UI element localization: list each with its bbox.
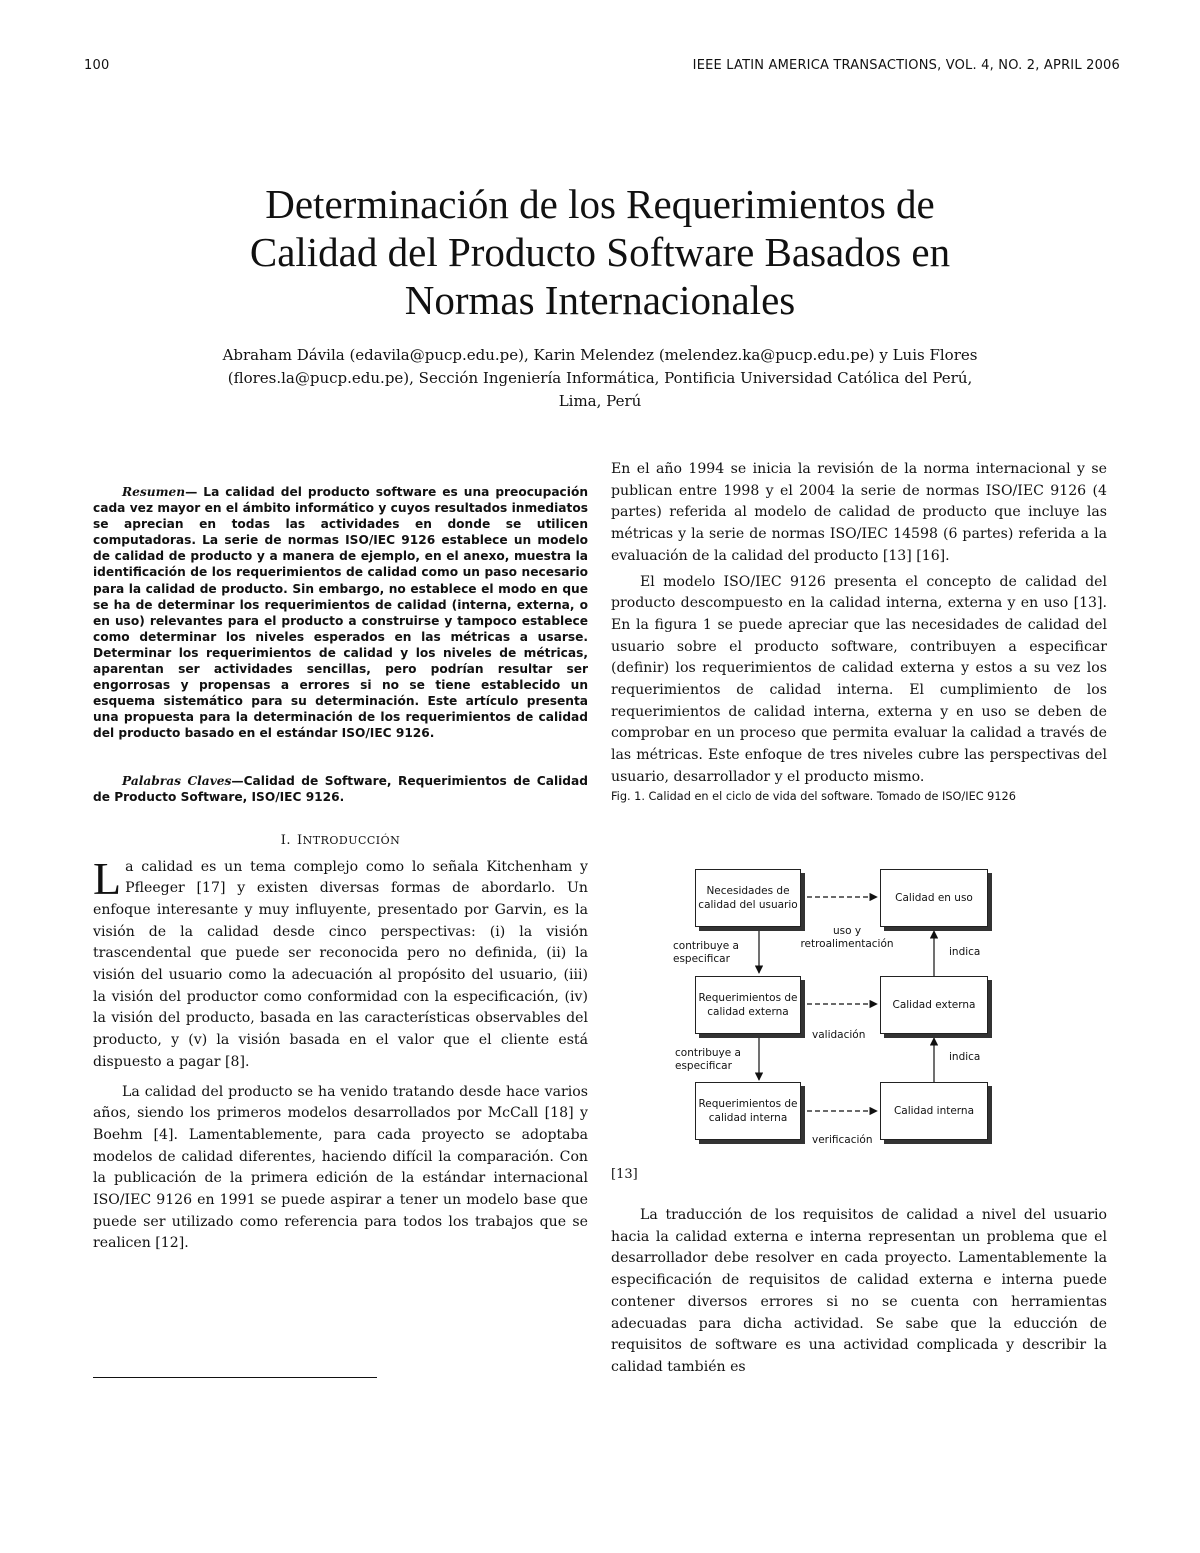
- quality-lifecycle-diagram: [669, 866, 1009, 1156]
- box-calidad-externa: Calidad externa: [880, 976, 988, 1034]
- left-column: [93, 484, 588, 1255]
- title-line: Determinación de los Requerimientos de: [265, 181, 935, 227]
- label-indica-1: indica: [949, 946, 981, 958]
- footnote-rule: [93, 1377, 377, 1378]
- figure-caption: Fig. 1. Calidad en el ciclo de vida del software. Tomado de ISO/IEC 9126: [611, 789, 1016, 803]
- author-line: Lima, Perú: [558, 392, 642, 410]
- keywords-label: Palabras Claves: [122, 773, 232, 788]
- keywords-dash: —: [231, 773, 244, 788]
- intro-paragraph-1-text: a calidad es un tema complejo como lo señala Kitchenham y Pfleeger [17] y existen diversas formas de abordarlo. Un enfoque interesante y muy influyente, presentado por Garvin, es la visión de la calidad desde cinco perspectivas: (i) la visión trascendental que puede ser reconocida pero no definida, (ii) la visión del usuario como la adecuación al propósito del usuario, (iii) la visión del productor como conformidad con la especificación, (iv) la visión del producto, basada en las características observables del producto, y (v) la visión basada en el valor que el cliente está dispuesto a pagar [8].: [93, 858, 588, 1070]
- box-calidad-en-uso: Calidad en uso: [880, 869, 988, 927]
- abstract-dash: —: [185, 485, 204, 499]
- author-block: [0, 344, 1200, 413]
- abstract-text: La calidad del producto software es una preocupación cada vez mayor en el ámbito informático y cuyos resultados inmediatos se aprecian en todas las actividades en donde se utilicen computadoras. La serie de normas ISO/IEC 9126 establece un modelo de calidad de producto y a manera de ejemplo, en el anexo, muestra la identificación de los requerimientos de calidad como un paso necesario para la calidad de producto. Sin embargo, no establece el modo en que se ha de determinar los requerimientos de calidad (interna, externa, o en uso) relevantes para el producto a construirse y tampoco establece como determinar los niveles esperados en las métricas a usarse. Determinar los requerimientos de calidad y los niveles de métricas, aparentan ser actividades sencillas, pero podrían resultar ser engorrosas y propensas a errores si no se tiene establecido un esquema sistemático para su determinación. Este artículo presenta una propuesta para la determinación de los requerimientos de calidad del producto basado en el estándar ISO/IEC 9126.: [93, 485, 588, 741]
- keywords-text: Calidad de Software, Requerimientos de Calidad de Producto Software, ISO/IEC 9126.: [93, 773, 588, 804]
- page-number: 100: [84, 58, 110, 73]
- label-validacion: validación: [812, 1029, 866, 1041]
- box-requerimientos-calidad-externa: Requerimientos de calidad externa: [695, 976, 801, 1034]
- label-contribuye-especificar-1: contribuye a especificar: [673, 940, 739, 965]
- keywords: [93, 773, 588, 806]
- abstract-label: Resumen: [122, 485, 186, 499]
- drop-cap: L: [93, 852, 122, 904]
- section-number: I.: [280, 832, 291, 848]
- box-requerimientos-calidad-interna: Requerimientos de calidad interna: [695, 1082, 801, 1140]
- section-title-rest: NTRODUCCIÓN: [302, 833, 401, 847]
- right-paragraph-2: El modelo ISO/IEC 9126 presenta el concepto de calidad del producto descompuesto en la calidad interna, externa y en uso [13]. En la figura 1 se puede apreciar que las necesidades de calidad del usuario sobre el producto software, contribuyen a especificar (definir) los requerimientos de calidad externa y estos a su vez los requerimientos de calidad interna. El cumplimiento de los requerimientos de calidad interna, externa y en uso se deben de comprobar en un proceso que permita evaluar la calidad a través de las métricas. Este enfoque de tres niveles cubre las perspectivas del usuario, desarrollador y el producto mismo.: [611, 573, 1107, 785]
- abstract: [93, 484, 588, 742]
- intro-paragraph-2: La calidad del producto se ha venido tratando desde hace varios años, siendo los primeros modelos desarrollados por McCall [18] y Boehm [4]. Lamentablemente, para cada proyecto se adoptaba modelos de calidad diferentes, haciendo difícil la comparación. Con la publicación de la primera edición de la estándar internacional ISO/IEC 9126 en 1991 se puede aspirar a tener un modelo base que puede ser utilizado como referencia para todos los trabajos que se realicen [12].: [93, 1083, 588, 1252]
- running-header: IEEE LATIN AMERICA TRANSACTIONS, VOL. 4, NO. 2, APRIL 2006: [692, 58, 1120, 73]
- section-heading: [93, 833, 588, 848]
- right-paragraph-3: La traducción de los requisitos de calidad a nivel del usuario hacia la calidad externa e interna representan un problema que el desarrollador debe resolver en cada proyecto. Lamentablemente la especificación de requisitos de calidad externa e interna puede contener diversos errores si no se cuenta con herramientas adecuadas para dicha actividad. Se sabe que la educción de requisitos de software es una actividad complicada y describir la calidad también es: [611, 1207, 1107, 1375]
- label-uso-retroalimentacion: uso y retroalimentación: [800, 925, 894, 950]
- author-line: (flores.la@pucp.edu.pe), Sección Ingeniería Informática, Pontificia Universidad Católica del Perú,: [227, 369, 973, 387]
- title-line: Normas Internacionales: [404, 277, 796, 323]
- right-column: [611, 459, 1107, 803]
- figure-reference: [13]: [611, 1167, 638, 1182]
- title-line: Calidad del Producto Software Basados en: [249, 229, 951, 275]
- right-paragraph-1: En el año 1994 se inicia la revisión de la norma internacional y se publican entre 1998 y el 2004 la serie de normas ISO/IEC 9126 (4 partes) referida al modelo de calidad de producto que incluye las métricas y la serie de normas ISO/IEC 14598 (6 partes) referida a la evaluación de la calidad del producto [13] [16].: [611, 461, 1107, 564]
- label-indica-2: indica: [949, 1051, 981, 1063]
- label-contribuye-especificar-2: contribuye a especificar: [675, 1047, 741, 1072]
- section-title-initial: I: [296, 832, 303, 848]
- box-calidad-interna: Calidad interna: [880, 1082, 988, 1140]
- label-verificacion: verificación: [812, 1134, 873, 1146]
- author-line: Abraham Dávila (edavila@pucp.edu.pe), Karin Melendez (melendez.ka@pucp.edu.pe) y Luis Flores: [222, 346, 978, 364]
- box-necesidades-calidad-usuario: Necesidades de calidad del usuario: [695, 869, 801, 927]
- intro-paragraph-1: [93, 852, 588, 1074]
- paper-title: [0, 180, 1200, 324]
